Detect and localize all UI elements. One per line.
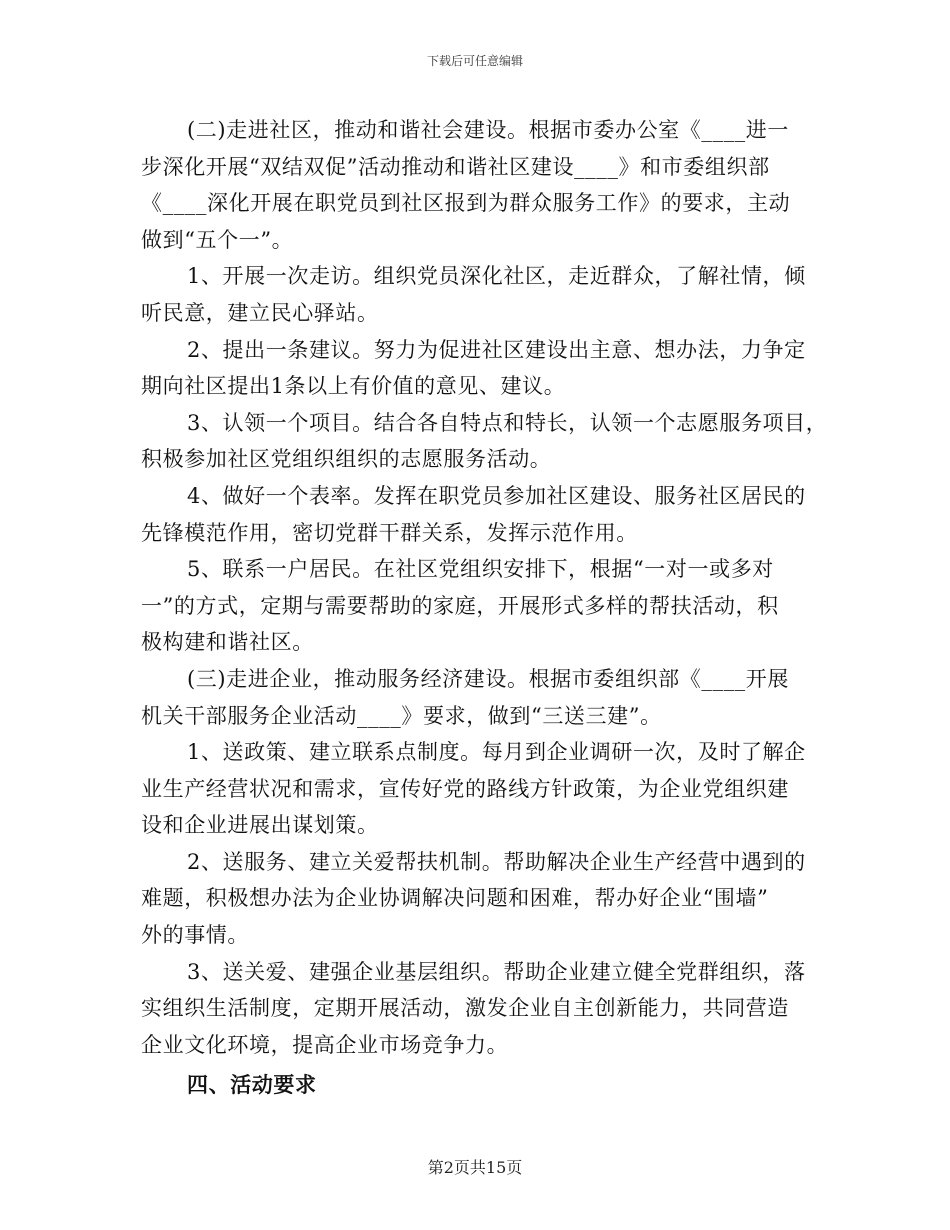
section-heading: 四、活动要求 xyxy=(187,1072,317,1098)
paragraph-line: 业生产经营状况和需求，宣传好党的路线方针政策，为企业党组织建 xyxy=(141,776,789,801)
paragraph-line: 4、做好一个表率。发挥在职党员参加社区建设、服务社区居民的 xyxy=(187,483,806,508)
paragraph-line: 1、开展一次走访。组织党员深化社区，走近群众，了解社情，倾 xyxy=(187,264,806,289)
paragraph-line: 积极参加社区党组织组织的志愿服务活动。 xyxy=(141,447,552,472)
paragraph-line: (三)走进企业，推动服务经济建设。根据市委组织部《____开展 xyxy=(187,666,789,691)
paragraph-line: 3、送关爱、建强企业基层组织。帮助企业建立健全党群组织，落 xyxy=(187,959,806,984)
paragraph-line: 难题，积极想办法为企业协调解决问题和困难，帮办好企业“围墙” xyxy=(141,886,769,911)
paragraph-line: 外的事情。 xyxy=(141,923,249,948)
paragraph-line: 企业文化环境，提高企业市场竞争力。 xyxy=(141,1032,509,1057)
paragraph-line: (二)走进社区，推动和谐社会建设。根据市委办公室《____进一 xyxy=(187,118,789,142)
paragraph-line: 听民意，建立民心驿站。 xyxy=(141,300,379,325)
paragraph-line: 期向社区提出1条以上有价值的意见、建议。 xyxy=(141,374,566,399)
paragraph-line: 2、送服务、建立关爱帮扶机制。帮助解决企业生产经营中遇到的 xyxy=(187,849,806,874)
paragraph-line: 3、认领一个项目。结合各自特点和特长，认领一个志愿服务项目， xyxy=(187,410,828,435)
paragraph-line: 设和企业进展出谋划策。 xyxy=(141,813,379,838)
paragraph-line: 实组织生活制度，定期开展活动，激发企业自主创新能力，共同营造 xyxy=(141,996,789,1021)
paragraph-line: 2、提出一条建议。努力为促进社区建设出主意、想办法，力争定 xyxy=(187,337,806,362)
document-body xyxy=(141,112,828,1104)
paragraph-line: 做到“五个一”。 xyxy=(141,227,294,252)
paragraph-line: 《____深化开展在职党员到社区报到为群众服务工作》的要求，主动 xyxy=(141,191,791,216)
paragraph-line: 5、联系一户居民。在社区党组织安排下，根据“一对一或多对 xyxy=(187,557,774,582)
page-header: 下载后可任意编辑 xyxy=(426,54,523,68)
page-footer: 第2页共15页 xyxy=(427,1158,523,1177)
paragraph-line: 机关干部服务企业活动____》要求，做到“三送三建”。 xyxy=(141,703,662,728)
paragraph-line: 步深化开展“双结双促”活动推动和谐社区建设____》和市委组织部 xyxy=(141,154,770,179)
paragraph-line: 极构建和谐社区。 xyxy=(141,630,314,655)
paragraph-line: 一”的方式，定期与需要帮助的家庭，开展形式多样的帮扶活动，积 xyxy=(141,593,779,618)
paragraph-line: 先锋模范作用，密切党群干群关系，发挥示范作用。 xyxy=(141,520,638,545)
paragraph-line: 1、送政策、建立联系点制度。每月到企业调研一次，及时了解企 xyxy=(187,740,806,765)
